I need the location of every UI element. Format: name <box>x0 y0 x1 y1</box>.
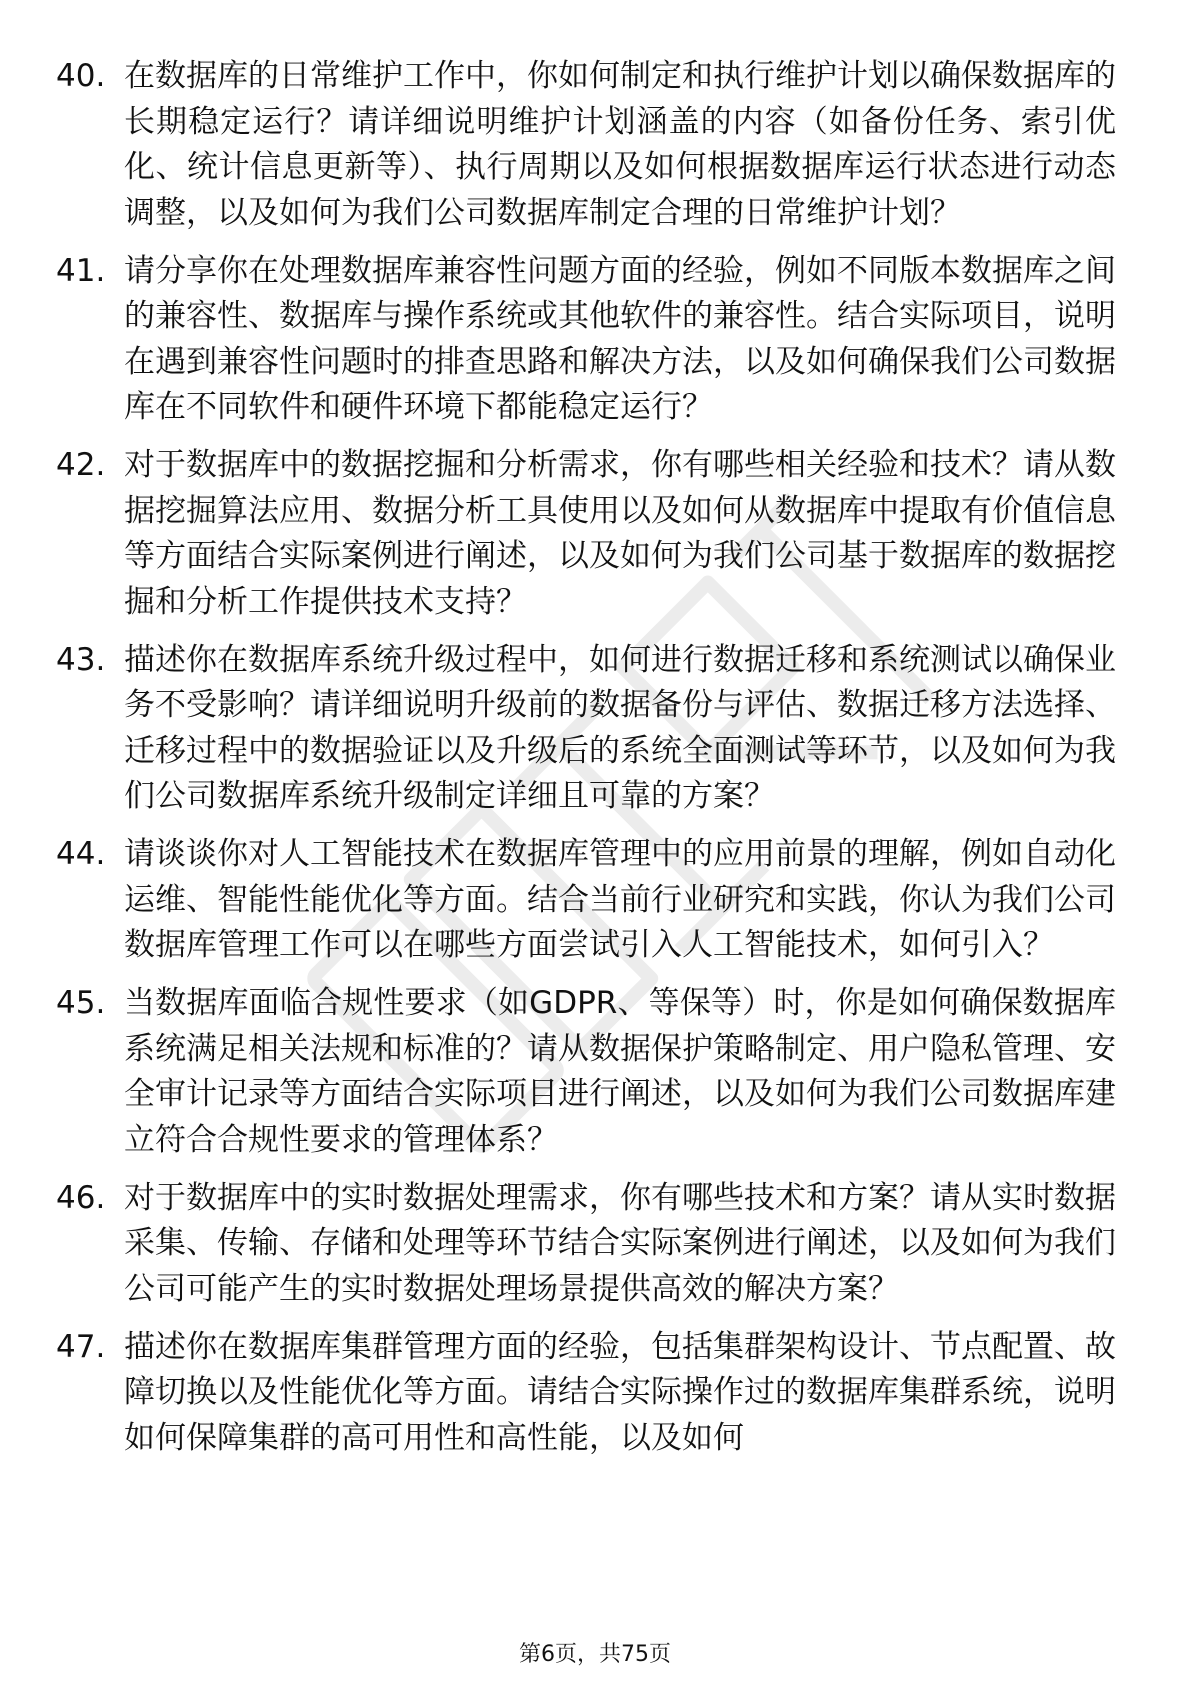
question-item <box>56 981 1116 1163</box>
question-text: 在数据库的日常维护工作中，你如何制定和执行维护计划以确保数据库的长期稳定运行？请详细说明维护计划涵盖的内容（如备份任务、索引优化、统计信息更新等）、执行周期以及如何根据数据库运行状态进行动态调整，以及如何为我们公司数据库制定合理的日常维护计划？ <box>124 58 1116 231</box>
question-number: 47. <box>56 1328 106 1365</box>
question-text: 描述你在数据库系统升级过程中，如何进行数据迁移和系统测试以确保业务不受影响？请详细说明升级前的数据备份与评估、数据迁移方法选择、迁移过程中的数据验证以及升级后的系统全面测试等环节，以及如何为我们公司数据库系统升级制定详细且可靠的方案？ <box>124 641 1116 814</box>
question-item <box>56 249 1116 431</box>
question-text: 对于数据库中的实时数据处理需求，你有哪些技术和方案？请从实时数据采集、传输、存储和处理等环节结合实际案例进行阐述，以及如何为我们公司可能产生的实时数据处理场景提供高效的解决方案？ <box>124 1179 1116 1307</box>
question-item <box>56 54 1116 236</box>
question-item <box>56 443 1116 625</box>
question-number: 43. <box>56 641 106 678</box>
question-number: 44. <box>56 836 106 872</box>
question-text: 描述你在数据库集群管理方面的经验，包括集群架构设计、节点配置、故障切换以及性能优化等方面。请结合实际操作过的数据库集群系统，说明如何保障集群的高可用性和高性能，以及如何 <box>124 1328 1116 1456</box>
question-text: 请分享你在处理数据库兼容性问题方面的经验，例如不同版本数据库之间的兼容性、数据库与操作系统或其他软件的兼容性。结合实际项目，说明在遇到兼容性问题时的排查思路和解决方法，以及如何确保我们公司数据库在不同软件和硬件环境下都能稳定运行？ <box>124 252 1116 425</box>
question-text: 当数据库面临合规性要求（如GDPR、等保等）时，你是如何确保数据库系统满足相关法规和标准的？请从数据保护策略制定、用户隐私管理、安全审计记录等方面结合实际项目进行阐述，以及如何为我们公司数据库建立符合合规性要求的管理体系？ <box>124 985 1116 1158</box>
question-number: 40. <box>56 58 106 94</box>
question-item <box>56 638 1116 820</box>
question-item <box>56 832 1116 969</box>
question-item <box>56 1325 1116 1462</box>
question-number: 45. <box>56 985 106 1021</box>
question-number: 42. <box>56 447 106 483</box>
question-number: 41. <box>56 252 106 289</box>
question-text: 对于数据库中的数据挖掘和分析需求，你有哪些相关经验和技术？请从数据挖掘算法应用、数据分析工具使用以及如何从数据库中提取有价值信息等方面结合实际案例进行阐述，以及如何为我们公司基于数据库的数据挖掘和分析工作提供技术支持？ <box>124 447 1116 620</box>
page-footer: 第6页，共75页 <box>519 1642 671 1667</box>
question-text: 请谈谈你对人工智能技术在数据库管理中的应用前景的理解，例如自动化运维、智能性能优化等方面。结合当前行业研究和实践，你认为我们公司数据库管理工作可以在哪些方面尝试引入人工智能技术，如何引入？ <box>124 836 1116 963</box>
question-list <box>56 54 1116 1474</box>
question-number: 46. <box>56 1179 106 1216</box>
question-item <box>56 1176 1116 1313</box>
